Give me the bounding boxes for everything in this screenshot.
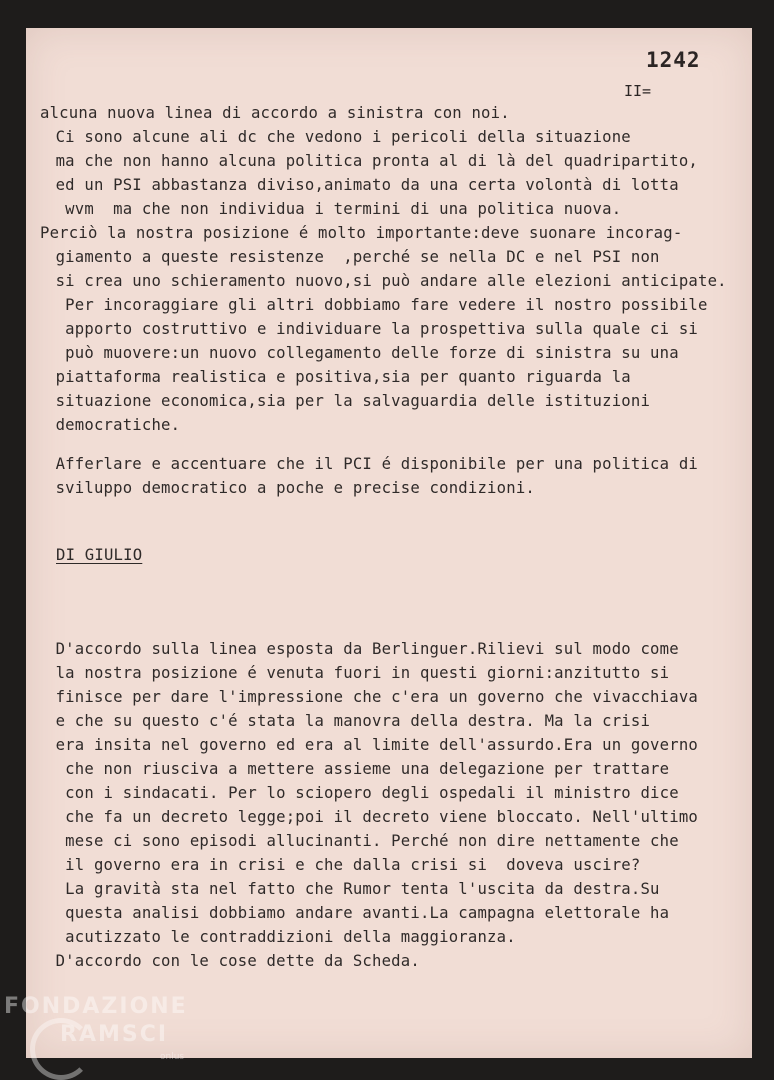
text-line: si crea uno schieramento nuovo,si può andare alle elezioni anticipate.	[46, 272, 727, 290]
text-line: democratiche.	[46, 416, 181, 434]
text-line: e che su questo c'é stata la manovra della destra. Ma la crisi	[46, 712, 651, 730]
text-line: che non riusciva a mettere assieme una delegazione per trattare	[46, 760, 670, 778]
text-line: ma che non hanno alcuna politica pronta al di là del quadripartito,	[46, 152, 698, 170]
text-line: D'accordo sulla linea esposta da Berlinguer.Rilievi sul modo come	[46, 640, 679, 658]
speaker-heading: DI GIULIO	[56, 546, 143, 564]
text-line: Per incoraggiare gli altri dobbiamo fare vedere il nostro possibile	[46, 296, 708, 314]
text-line: situazione economica,sia per la salvaguardia delle istituzioni	[46, 392, 651, 410]
page-number: 1242	[646, 48, 701, 72]
text-line: D'accordo con le cose dette da Scheda.	[46, 952, 420, 970]
text-line: era insita nel governo ed era al limite dell'assurdo.Era un governo	[46, 736, 698, 754]
text-line: piattaforma realistica e positiva,sia per quanto riguarda la	[46, 368, 631, 386]
text-line: acutizzato le contraddizioni della maggioranza.	[46, 928, 516, 946]
text-line: Perciò la nostra posizione é molto importante:deve suonare incorag-	[40, 224, 683, 242]
section-mark: II=	[624, 82, 652, 100]
text-line: che fa un decreto legge;poi il decreto viene bloccato. Nell'ultimo	[46, 808, 698, 826]
text-line: questa analisi dobbiamo andare avanti.La campagna elettorale ha	[46, 904, 670, 922]
text-line: wvm ma che non individua i termini di una politica nuova.	[46, 200, 622, 218]
watermark-gramsci: RAMSCI	[60, 1022, 169, 1047]
text-line: Ci sono alcune ali dc che vedono i pericoli della situazione	[46, 128, 631, 146]
text-line: apporto costruttivo e individuare la prospettiva sulla quale ci si	[46, 320, 698, 338]
text-line: alcuna nuova linea di accordo a sinistra con noi.	[40, 104, 510, 122]
text-line: La gravità sta nel fatto che Rumor tenta l'uscita da destra.Su	[46, 880, 660, 898]
text-line: la nostra posizione é venuta fuori in questi giorni:anzitutto si	[46, 664, 670, 682]
text-line: giamento a queste resistenze ,perché se nella DC e nel PSI non	[46, 248, 660, 266]
watermark-fondazione: FONDAZIONE	[4, 994, 188, 1019]
text-line: Afferlare e accentuare che il PCI é disponibile per una politica di	[46, 455, 698, 473]
text-line: ed un PSI abbastanza diviso,animato da una certa volontà di lotta	[46, 176, 679, 194]
text-line: con i sindacati. Per lo sciopero degli ospedali il ministro dice	[46, 784, 679, 802]
text-line: mese ci sono episodi allucinanti. Perché non dire nettamente che	[46, 832, 679, 850]
text-line: finisce per dare l'impressione che c'era un governo che vivacchiava	[46, 688, 698, 706]
text-line: sviluppo democratico a poche e precise condizioni.	[46, 479, 535, 497]
text-line: può muovere:un nuovo collegamento delle forze di sinistra su una	[46, 344, 679, 362]
text-line: il governo era in crisi e che dalla crisi si doveva uscire?	[46, 856, 641, 874]
watermark-onlus: onlus	[160, 1052, 185, 1062]
